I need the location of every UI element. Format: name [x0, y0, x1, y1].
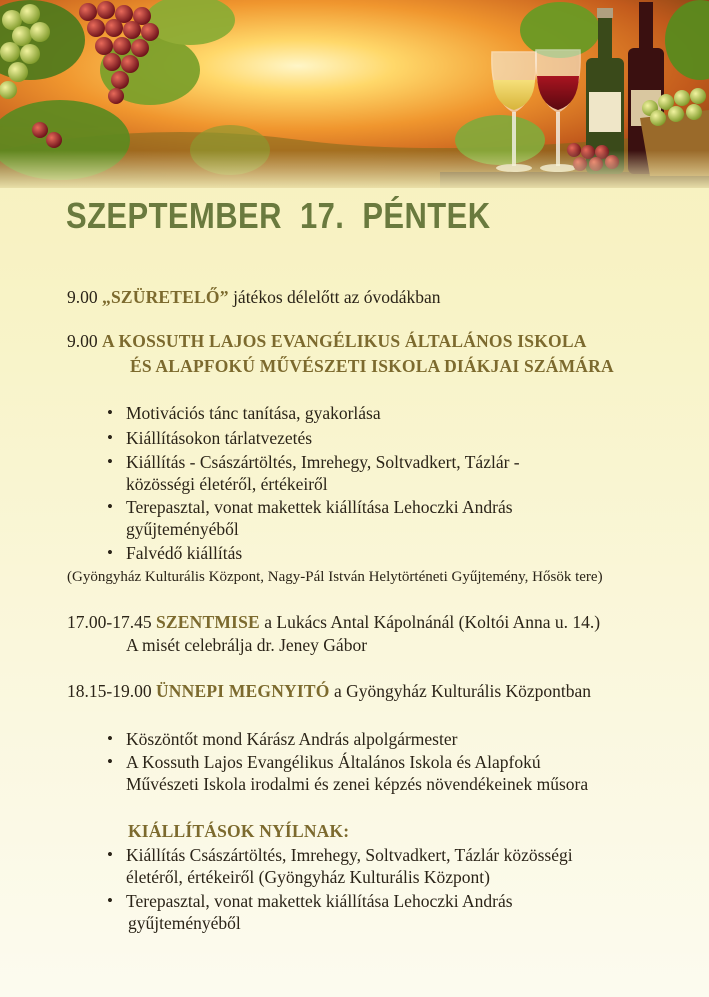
event-4-text: a Gyöngyház Kulturális Központban — [329, 681, 592, 701]
event-2-item: Motivációs tánc tanítása, gyakorlása — [126, 403, 381, 423]
event-2-item: Kiállítás - Császártöltés, Imrehegy, Soltvadkert, Tázlár - — [126, 452, 520, 472]
event-4-item: Köszöntőt mond Kárász András alpolgármester — [126, 729, 458, 749]
event-2-item-continuation: gyűjteményéből — [126, 519, 239, 539]
event-3 — [67, 611, 600, 633]
event-2-title-line-2: ÉS ALAPFOKÚ MŰVÉSZETI ISKOLA DIÁKJAI SZÁMÁRA — [130, 356, 614, 376]
event-2-item: Falvédő kiállítás — [126, 543, 243, 563]
exhibition-item: Terepasztal, vonat makettek kiállítása Lehoczki András — [126, 891, 513, 911]
event-2-venue: (Gyöngyház Kulturális Központ, Nagy-Pál István Helytörténeti Gyűjtemény, Hősök tere) — [67, 569, 603, 585]
event-3-text: a Lukács Antal Kápolnánál (Koltói Anna u. 14.) — [259, 612, 601, 632]
bullet-icon: • — [107, 845, 113, 864]
event-4-time: 18.15-19.00 — [67, 681, 152, 701]
page-title: SZEPTEMBER 17. PÉNTEK — [66, 195, 491, 236]
bullet-icon: • — [107, 428, 113, 447]
exhibitions-heading: KIÁLLÍTÁSOK NYÍLNAK: — [128, 821, 350, 841]
event-2-title-line-1: A KOSSUTH LAJOS EVANGÉLIKUS ÁLTALÁNOS ISKOLA — [102, 331, 587, 351]
exhibition-item-continuation: gyűjteményéből — [128, 913, 241, 933]
bullet-icon: • — [107, 497, 113, 516]
event-1 — [67, 286, 441, 308]
event-1-highlight: „SZÜRETELŐ” — [102, 287, 229, 307]
event-2-heading — [67, 330, 587, 352]
grape-wine-banner-image — [0, 0, 709, 188]
event-3-highlight: SZENTMISE — [155, 612, 260, 632]
bullet-icon: • — [107, 403, 113, 422]
event-4-item-continuation: Művészeti Iskola irodalmi és zenei képzés növendékeinek műsora — [126, 774, 589, 794]
event-4 — [67, 680, 591, 702]
bullet-icon: • — [107, 452, 113, 471]
event-2-time: 9.00 — [67, 331, 98, 351]
exhibition-item: Kiállítás Császártöltés, Imrehegy, Soltvadkert, Tázlár közösségi — [126, 845, 573, 865]
event-1-text: játékos délelőtt az óvodákban — [228, 287, 441, 307]
bullet-icon: • — [107, 891, 113, 910]
event-3-time: 17.00-17.45 — [67, 612, 152, 632]
event-2-item-continuation: közösségi életéről, értékeiről — [126, 474, 328, 494]
event-3-celebrant: A misét celebrálja dr. Jeney Gábor — [126, 635, 368, 655]
bullet-icon: • — [107, 729, 113, 748]
event-4-highlight: ÜNNEPI MEGNYITÓ — [155, 681, 330, 701]
bullet-icon: • — [107, 752, 113, 771]
event-4-item: A Kossuth Lajos Evangélikus Általános Iskola és Alapfokú — [126, 752, 541, 772]
event-2-item: Kiállításokon tárlatvezetés — [126, 428, 313, 448]
bullet-icon: • — [107, 543, 113, 562]
event-2-item: Terepasztal, vonat makettek kiállítása Lehoczki András — [126, 497, 513, 517]
exhibition-item-continuation: életéről, értékeiről (Gyöngyház Kulturális Központ) — [126, 867, 490, 887]
event-1-time: 9.00 — [67, 287, 98, 307]
